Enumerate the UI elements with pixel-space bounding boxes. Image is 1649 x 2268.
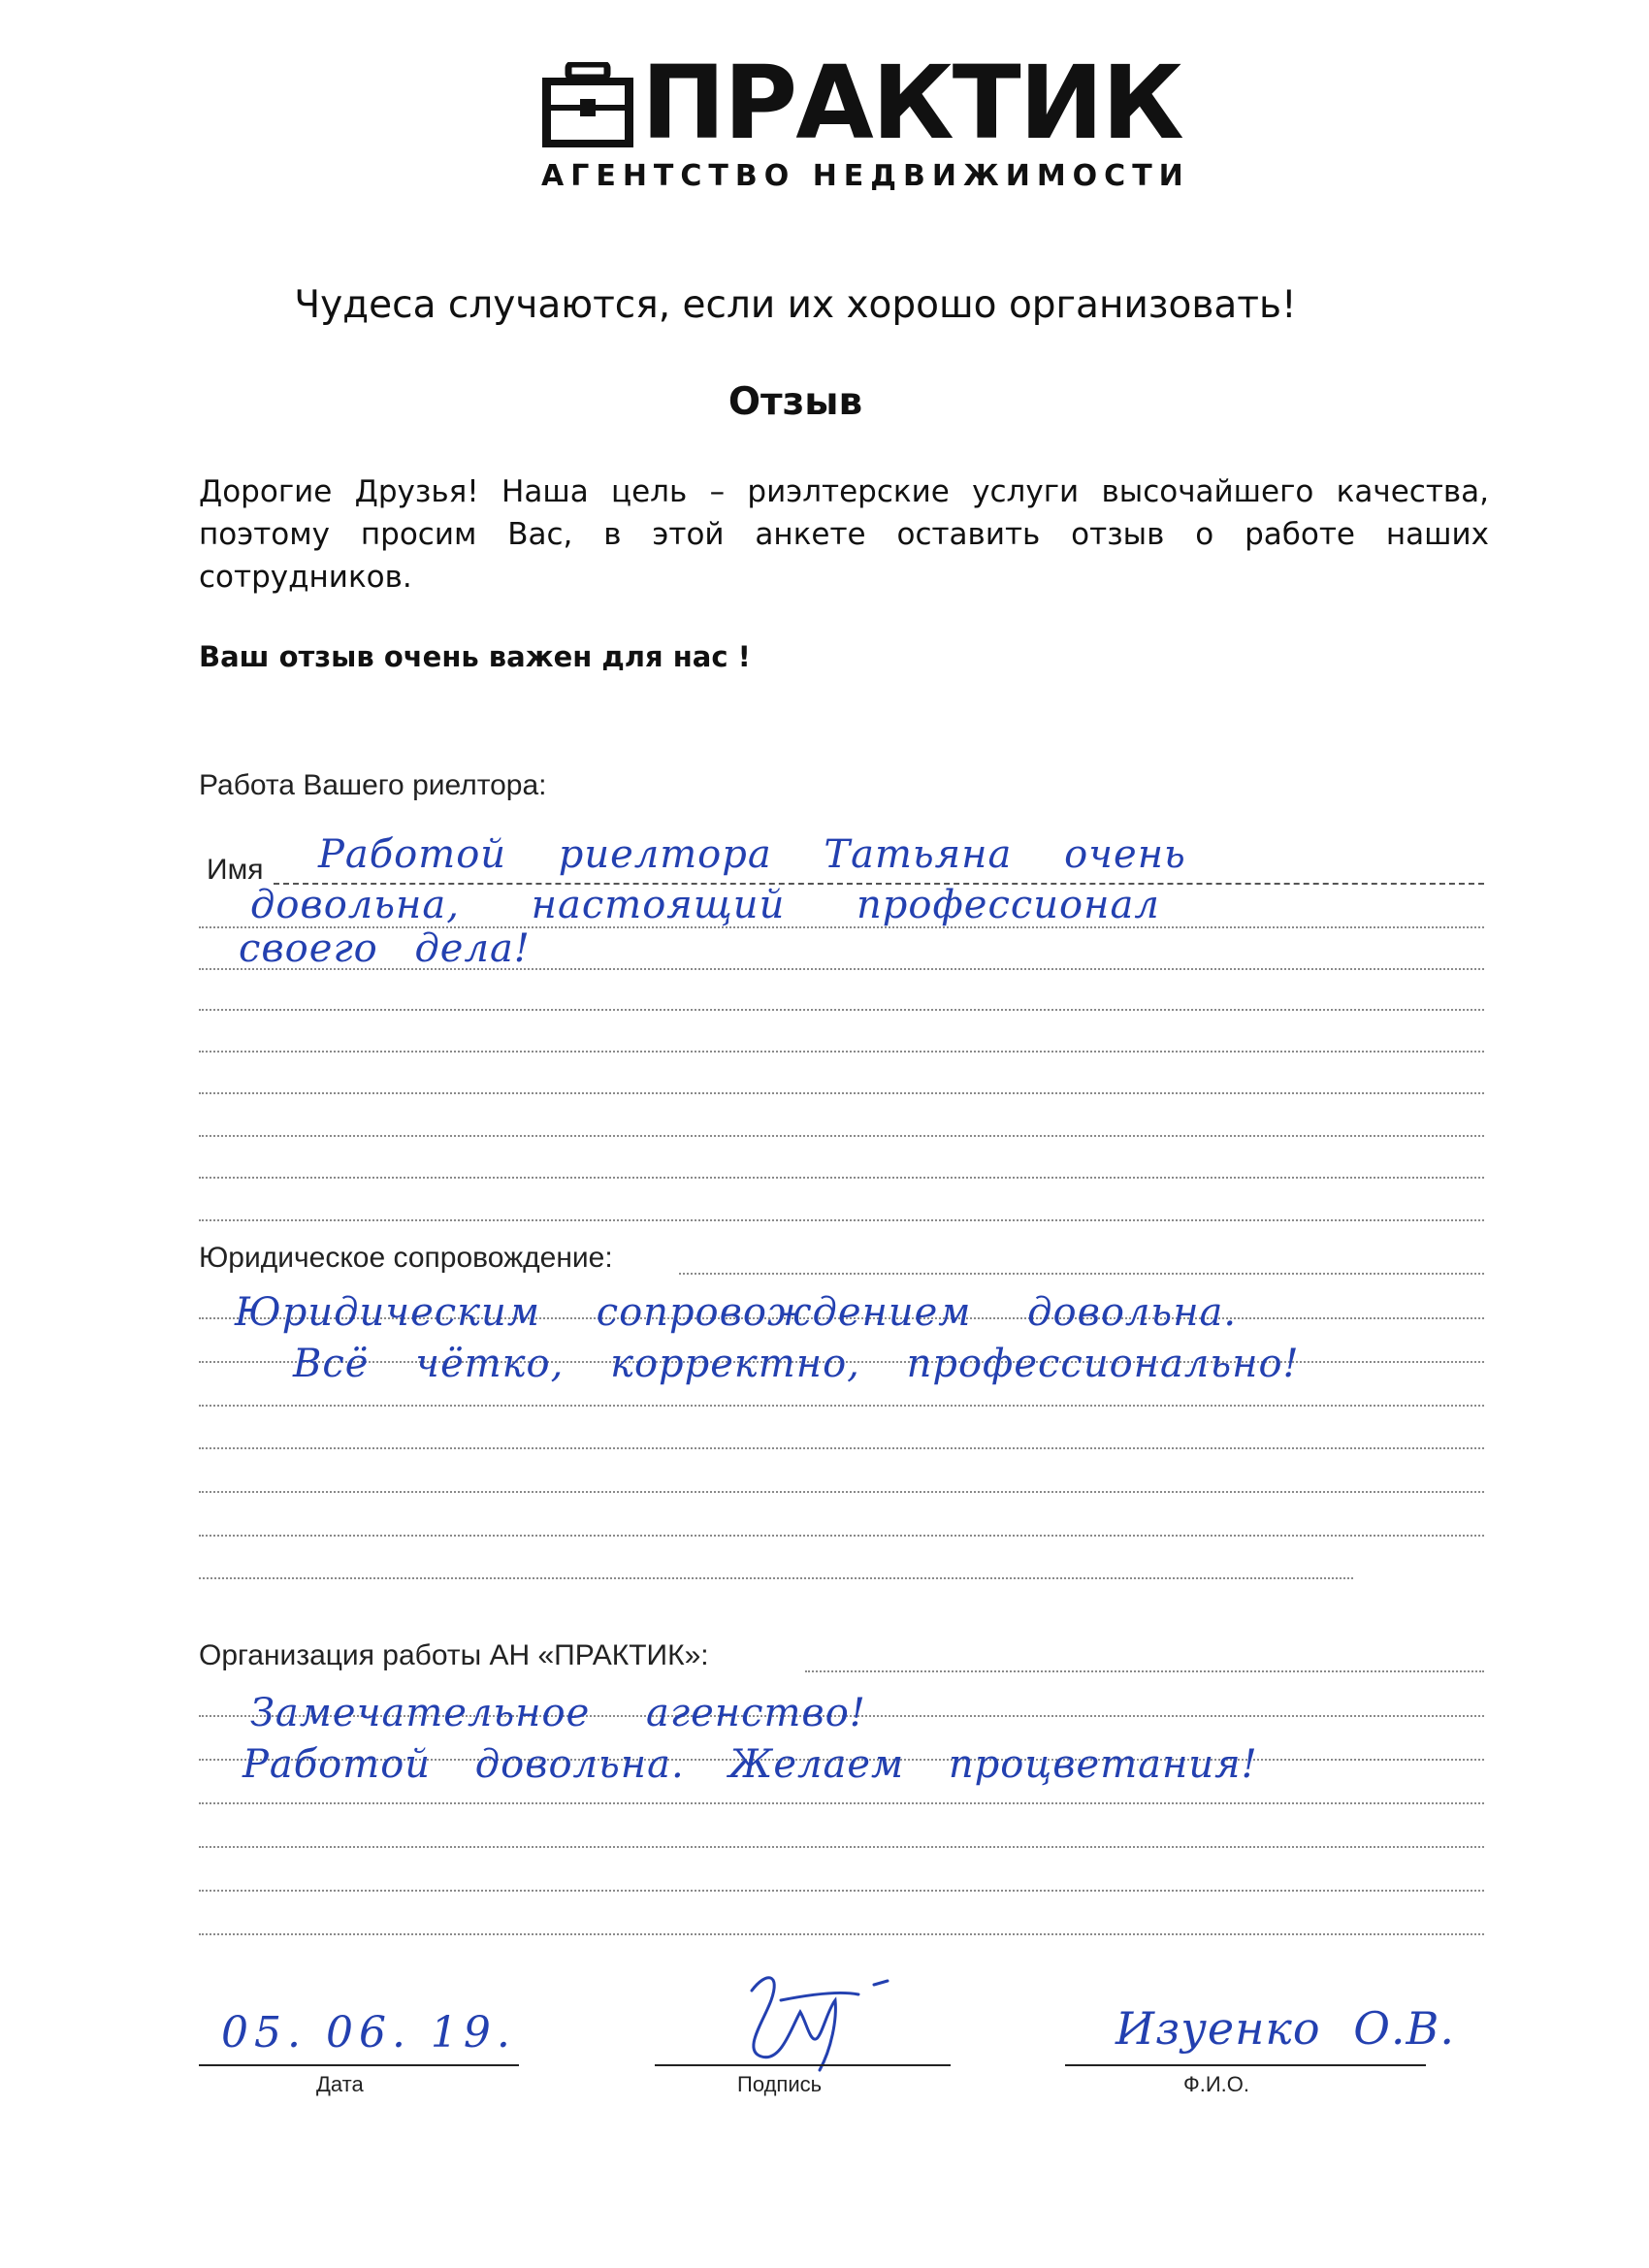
legal-handwriting-line-2: Всё чётко, корректно, профессионально! [293,1342,1300,1386]
fio-label: Ф.И.О. [1183,2072,1249,2096]
legal-handwriting-line-1: Юридическим сопровождением довольна. [235,1290,1238,1335]
signature-label: Подпись [737,2072,823,2096]
briefcase-icon [539,62,636,151]
answer-line[interactable] [199,1177,1484,1179]
organization-section-label: Организация работы АН «ПРАКТИК»: [199,1639,709,1671]
agency-logo [539,44,1190,194]
answer-line[interactable] [199,1802,1484,1804]
legal-section-label: Юридическое сопровождение: [199,1242,613,1274]
answer-line[interactable] [199,1577,1353,1579]
emphasis-text: Ваш отзыв очень важен для нас ! [199,640,751,673]
organization-handwriting-line-1: Замечательное агенство! [250,1691,866,1735]
logo-subtitle: АГЕНТСТВО НЕДВИЖИМОСТИ [541,159,1190,193]
answer-line[interactable] [199,1933,1484,1935]
signature-mark [713,1961,926,2078]
realtor-section-label: Работа Вашего риелтора: [199,769,547,801]
name-label: Имя [207,854,264,886]
answer-line[interactable] [679,1273,1484,1275]
logo-wordmark: ПРАКТИК [641,44,1182,162]
answer-line[interactable] [199,1405,1484,1407]
date-value: 05. 06. 19. [221,2008,516,2057]
slogan: Чудеса случаются, если их хорошо организовать! [294,283,1297,327]
answer-line[interactable] [199,1447,1484,1449]
signature-line[interactable] [655,2064,951,2066]
intro-text: Дорогие Друзья! Наша цель – риэлтерские услуги высочайшего качества, поэтому просим Вас, в этой анкете оставить отзыв о работе наших сотрудников. [199,474,1489,595]
fio-line[interactable] [1065,2064,1426,2066]
answer-line[interactable] [199,1890,1484,1892]
date-label: Дата [316,2072,364,2096]
answer-line[interactable] [199,1009,1484,1011]
realtor-handwriting-line-3: своего дела! [239,926,531,971]
answer-line[interactable] [199,1135,1484,1137]
realtor-handwriting-line-2: довольна, настоящий профессионал [250,883,1160,927]
realtor-handwriting-line-1: Работой риелтора Татьяна очень [318,832,1186,877]
answer-line[interactable] [199,1219,1484,1221]
answer-line[interactable] [199,1491,1484,1493]
answer-line[interactable] [199,1535,1484,1537]
page-title: Отзыв [728,380,863,424]
answer-line[interactable] [199,1051,1484,1053]
answer-line[interactable] [805,1670,1484,1672]
answer-line[interactable] [199,1846,1484,1848]
fio-value: Изуенко О.В. [1116,2002,1455,2055]
answer-line[interactable] [199,1092,1484,1094]
date-line[interactable] [199,2064,519,2066]
organization-handwriting-line-2: Работой довольна. Желаем процветания! [242,1742,1258,1787]
